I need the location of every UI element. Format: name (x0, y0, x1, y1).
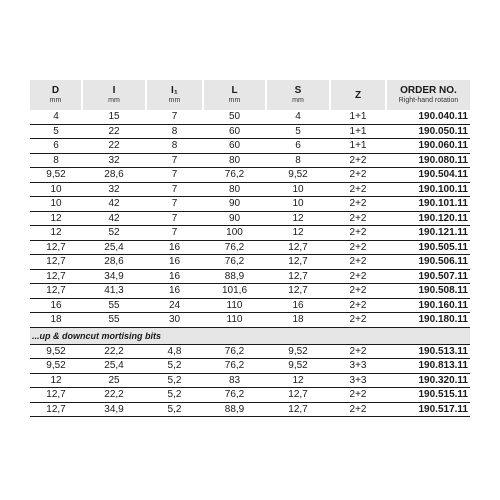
cell-z: 1+1 (330, 139, 386, 154)
cell-order-no: 190.507.11 (386, 269, 470, 284)
cell-z: 2+2 (330, 197, 386, 212)
cell-d: 10 (30, 197, 82, 212)
table-row (30, 298, 470, 313)
cell-s: 12 (266, 211, 330, 226)
cell-l: 80 (203, 182, 266, 197)
cell-l: 76,2 (203, 388, 266, 403)
table-row (30, 373, 470, 388)
cell-z: 2+2 (330, 255, 386, 270)
header-i (82, 80, 146, 110)
cell-z: 1+1 (330, 110, 386, 124)
cell-d: 5 (30, 124, 82, 139)
cell-l: 90 (203, 211, 266, 226)
cell-i: 22,2 (82, 388, 146, 403)
cell-l: 88,9 (203, 402, 266, 417)
table-header (30, 80, 470, 110)
cell-i1: 7 (146, 226, 203, 241)
cell-s: 8 (266, 153, 330, 168)
header-unit: Right-hand rotation (398, 97, 459, 104)
section-title: ...up & downcut mortising bits (30, 327, 470, 344)
cell-order-no: 190.040.11 (386, 110, 470, 124)
cell-i: 42 (82, 197, 146, 212)
table-row (30, 344, 470, 359)
cell-d: 6 (30, 139, 82, 154)
cell-l: 88,9 (203, 269, 266, 284)
cell-d: 9,52 (30, 359, 82, 374)
cell-l: 110 (203, 298, 266, 313)
header-l (203, 80, 266, 110)
cell-z: 2+2 (330, 182, 386, 197)
cell-i1: 7 (146, 153, 203, 168)
header-unit: mm (108, 97, 120, 104)
cell-l: 76,2 (203, 344, 266, 359)
table-row (30, 388, 470, 403)
header-row (30, 80, 470, 110)
cell-s: 12,7 (266, 388, 330, 403)
cell-i: 32 (82, 153, 146, 168)
table-row (30, 211, 470, 226)
cell-i1: 5,2 (146, 402, 203, 417)
cell-d: 12 (30, 373, 82, 388)
cell-i1: 7 (146, 197, 203, 212)
cell-d: 10 (30, 182, 82, 197)
cell-i: 32 (82, 182, 146, 197)
cell-l: 101,6 (203, 284, 266, 299)
cell-l: 80 (203, 153, 266, 168)
cell-order-no: 190.508.11 (386, 284, 470, 299)
cell-i1: 5,2 (146, 359, 203, 374)
cell-s: 5 (266, 124, 330, 139)
cell-order-no: 190.515.11 (386, 388, 470, 403)
cell-z: 1+1 (330, 124, 386, 139)
cell-i: 22,2 (82, 344, 146, 359)
table-row (30, 153, 470, 168)
cell-order-no: 190.080.11 (386, 153, 470, 168)
header-unit: mm (292, 97, 304, 104)
header-unit: mm (228, 97, 241, 104)
cell-z: 2+2 (330, 388, 386, 403)
cell-d: 12,7 (30, 284, 82, 299)
table-row (30, 359, 470, 374)
cell-l: 110 (203, 313, 266, 328)
table-row (30, 197, 470, 212)
table-row (30, 168, 470, 183)
cell-i1: 7 (146, 168, 203, 183)
table-body (30, 110, 470, 417)
cell-d: 12 (30, 211, 82, 226)
cell-i1: 5,2 (146, 388, 203, 403)
cell-order-no: 190.505.11 (386, 240, 470, 255)
table-row (30, 139, 470, 154)
cell-i1: 8 (146, 124, 203, 139)
cell-z: 2+2 (330, 240, 386, 255)
table-row (30, 313, 470, 328)
table-row (30, 182, 470, 197)
cell-s: 6 (266, 139, 330, 154)
header-order-no (386, 80, 470, 110)
header-unit: mm (49, 97, 62, 104)
table-row (30, 284, 470, 299)
header-symbol: ORDER NO. (400, 85, 457, 96)
cell-l: 76,2 (203, 168, 266, 183)
cell-s: 12,7 (266, 284, 330, 299)
header-d (30, 80, 82, 110)
cell-i1: 16 (146, 255, 203, 270)
section-row (30, 327, 470, 344)
cell-order-no: 190.320.11 (386, 373, 470, 388)
table-row (30, 110, 470, 124)
cell-i: 28,6 (82, 255, 146, 270)
cell-order-no: 190.513.11 (386, 344, 470, 359)
cell-z: 2+2 (330, 226, 386, 241)
cell-order-no: 190.050.11 (386, 124, 470, 139)
cell-i1: 16 (146, 269, 203, 284)
cell-s: 9,52 (266, 359, 330, 374)
cell-i: 22 (82, 124, 146, 139)
cell-i: 41,3 (82, 284, 146, 299)
cell-l: 90 (203, 197, 266, 212)
table-row (30, 240, 470, 255)
cell-s: 12,7 (266, 240, 330, 255)
table-row (30, 124, 470, 139)
cell-s: 12 (266, 226, 330, 241)
cell-d: 12 (30, 226, 82, 241)
cell-l: 50 (203, 110, 266, 124)
cell-z: 2+2 (330, 313, 386, 328)
cell-order-no: 190.121.11 (386, 226, 470, 241)
header-symbol: S (294, 85, 302, 96)
table-row (30, 226, 470, 241)
cell-l: 100 (203, 226, 266, 241)
table-row (30, 402, 470, 417)
cell-i1: 7 (146, 211, 203, 226)
cell-order-no: 190.813.11 (386, 359, 470, 374)
cell-order-no: 190.100.11 (386, 182, 470, 197)
header-i1 (146, 80, 203, 110)
spec-table-container (30, 80, 470, 417)
cell-l: 76,2 (203, 240, 266, 255)
cell-s: 18 (266, 313, 330, 328)
cell-s: 9,52 (266, 168, 330, 183)
cell-i: 25,4 (82, 359, 146, 374)
cell-z: 2+2 (330, 153, 386, 168)
cell-i: 42 (82, 211, 146, 226)
cell-l: 60 (203, 139, 266, 154)
cell-s: 12,7 (266, 402, 330, 417)
cell-s: 12 (266, 373, 330, 388)
table-row (30, 255, 470, 270)
cell-s: 16 (266, 298, 330, 313)
cell-i: 25 (82, 373, 146, 388)
cell-i: 25,4 (82, 240, 146, 255)
cell-z: 3+3 (330, 373, 386, 388)
cell-z: 2+2 (330, 402, 386, 417)
cell-order-no: 190.101.11 (386, 197, 470, 212)
cell-i1: 5,2 (146, 373, 203, 388)
header-z (330, 80, 386, 110)
cell-z: 2+2 (330, 211, 386, 226)
cell-d: 9,52 (30, 168, 82, 183)
header-symbol: I (112, 85, 116, 96)
cell-i: 55 (82, 313, 146, 328)
table-row (30, 269, 470, 284)
cell-d: 16 (30, 298, 82, 313)
cell-i1: 24 (146, 298, 203, 313)
cell-s: 12,7 (266, 269, 330, 284)
cell-order-no: 190.160.11 (386, 298, 470, 313)
cell-z: 2+2 (330, 168, 386, 183)
cell-l: 83 (203, 373, 266, 388)
cell-order-no: 190.506.11 (386, 255, 470, 270)
header-symbol: Z (354, 89, 362, 101)
cell-i: 55 (82, 298, 146, 313)
spec-table (30, 80, 470, 417)
cell-d: 4 (30, 110, 82, 124)
cell-d: 12,7 (30, 240, 82, 255)
cell-s: 9,52 (266, 344, 330, 359)
header-symbol: L (231, 85, 238, 96)
cell-i: 34,9 (82, 269, 146, 284)
cell-i: 22 (82, 139, 146, 154)
cell-d: 12,7 (30, 388, 82, 403)
cell-s: 4 (266, 110, 330, 124)
cell-i1: 16 (146, 240, 203, 255)
cell-d: 12,7 (30, 269, 82, 284)
cell-i1: 4,8 (146, 344, 203, 359)
cell-d: 9,52 (30, 344, 82, 359)
header-symbol: I₁ (171, 85, 178, 96)
cell-z: 3+3 (330, 359, 386, 374)
cell-l: 60 (203, 124, 266, 139)
cell-i: 52 (82, 226, 146, 241)
cell-d: 18 (30, 313, 82, 328)
cell-l: 76,2 (203, 255, 266, 270)
cell-i: 15 (82, 110, 146, 124)
cell-z: 2+2 (330, 284, 386, 299)
cell-l: 76,2 (203, 359, 266, 374)
cell-d: 8 (30, 153, 82, 168)
header-s (266, 80, 330, 110)
cell-i: 34,9 (82, 402, 146, 417)
cell-order-no: 190.517.11 (386, 402, 470, 417)
cell-s: 10 (266, 197, 330, 212)
cell-i: 28,6 (82, 168, 146, 183)
cell-i1: 30 (146, 313, 203, 328)
cell-order-no: 190.120.11 (386, 211, 470, 226)
cell-z: 2+2 (330, 298, 386, 313)
cell-i1: 16 (146, 284, 203, 299)
cell-z: 2+2 (330, 269, 386, 284)
cell-s: 10 (266, 182, 330, 197)
cell-z: 2+2 (330, 344, 386, 359)
cell-i1: 7 (146, 182, 203, 197)
cell-order-no: 190.060.11 (386, 139, 470, 154)
cell-s: 12,7 (266, 255, 330, 270)
header-symbol: D (51, 85, 60, 96)
cell-order-no: 190.180.11 (386, 313, 470, 328)
cell-i1: 8 (146, 139, 203, 154)
cell-order-no: 190.504.11 (386, 168, 470, 183)
cell-d: 12,7 (30, 402, 82, 417)
header-unit: mm (168, 97, 181, 104)
cell-d: 12,7 (30, 255, 82, 270)
cell-i1: 7 (146, 110, 203, 124)
